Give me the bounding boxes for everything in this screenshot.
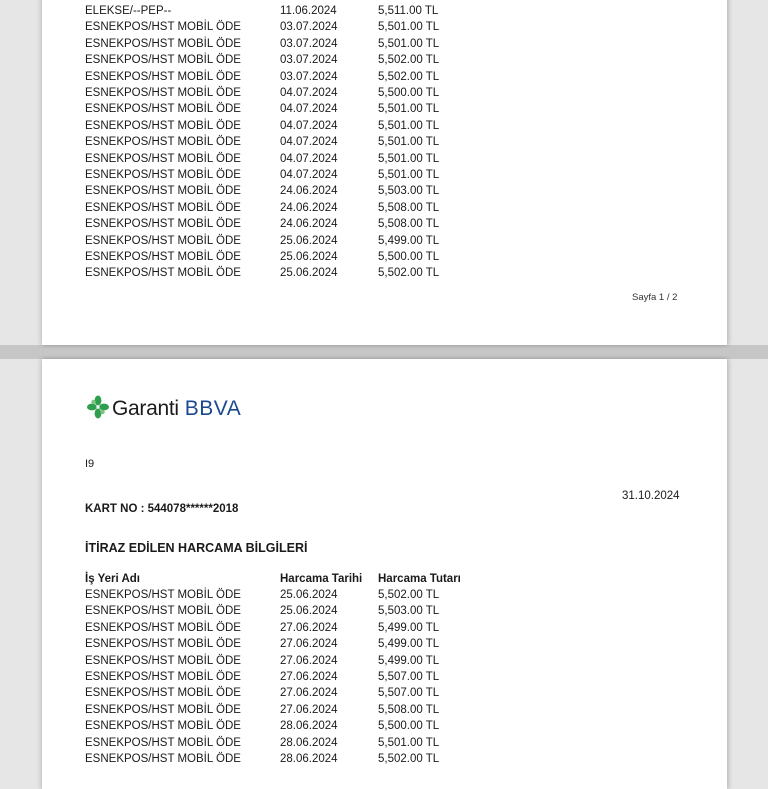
merchant-cell: ELEKSE/--PEP-- — [85, 5, 172, 17]
amount-cell: 5,503.00 TL — [378, 605, 440, 618]
amount-cell: 5,511.00 TL — [378, 5, 439, 17]
merchant-cell: ESNEKPOS/HST MOBİL ÖDE — [85, 152, 241, 165]
merchant-cell: ESNEKPOS/HST MOBİL ÖDE — [85, 54, 241, 67]
date-cell: 27.06.2024 — [280, 671, 338, 683]
merchant-cell: ESNEKPOS/HST MOBİL ÖDE — [85, 70, 241, 83]
merchant-cell: ESNEKPOS/HST MOBİL ÖDE — [85, 234, 241, 247]
amount-cell: 5,501.00 TL — [378, 169, 440, 181]
merchant-cell: ESNEKPOS/HST MOBİL ÖDE — [85, 703, 241, 716]
amount-cell: 5,501.00 TL — [378, 736, 440, 749]
section-title: İTİRAZ EDİLEN HARCAMA BİLGİLERİ — [85, 541, 308, 555]
amount-cell: 5,502.00 TL — [378, 589, 440, 601]
date-cell: 24.06.2024 — [280, 201, 338, 214]
amount-cell: 5,508.00 TL — [378, 703, 440, 716]
date-cell: 27.06.2024 — [280, 654, 338, 667]
document-page-2[interactable] — [42, 359, 727, 789]
amount-cell: 5,499.00 TL — [378, 638, 440, 651]
merchant-cell: ESNEKPOS/HST MOBİL ÖDE — [85, 605, 241, 618]
merchant-cell: ESNEKPOS/HST MOBİL ÖDE — [85, 103, 241, 116]
date-cell: 03.07.2024 — [280, 37, 338, 50]
amount-cell: 5,500.00 TL — [378, 251, 440, 263]
date-cell: 27.06.2024 — [280, 703, 338, 716]
amount-cell: 5,501.00 TL — [378, 152, 440, 165]
amount-cell: 5,501.00 TL — [378, 37, 440, 50]
merchant-cell: ESNEKPOS/HST MOBİL ÖDE — [85, 753, 241, 765]
merchant-cell: ESNEKPOS/HST MOBİL ÖDE — [85, 251, 241, 263]
amount-cell: 5,501.00 TL — [378, 103, 440, 116]
date-cell: 03.07.2024 — [280, 54, 338, 67]
page-separator — [0, 345, 768, 359]
merchant-cell: ESNEKPOS/HST MOBİL ÖDE — [85, 736, 241, 749]
merchant-cell: ESNEKPOS/HST MOBİL ÖDE — [85, 218, 241, 231]
document-date: 31.10.2024 — [622, 490, 680, 502]
amount-cell: 5,502.00 TL — [378, 753, 440, 765]
merchant-cell: ESNEKPOS/HST MOBİL ÖDE — [85, 654, 241, 667]
date-cell: 27.06.2024 — [280, 621, 338, 634]
date-cell: 24.06.2024 — [280, 185, 338, 198]
merchant-cell: ESNEKPOS/HST MOBİL ÖDE — [85, 638, 241, 651]
merchant-cell: ESNEKPOS/HST MOBİL ÖDE — [85, 720, 241, 733]
date-cell: 28.06.2024 — [280, 736, 338, 749]
merchant-cell: ESNEKPOS/HST MOBİL ÖDE — [85, 169, 241, 181]
merchant-cell: ESNEKPOS/HST MOBİL ÖDE — [85, 621, 241, 634]
merchant-cell: ESNEKPOS/HST MOBİL ÖDE — [85, 185, 241, 198]
amount-cell: 5,502.00 TL — [378, 267, 440, 280]
date-cell: 24.06.2024 — [280, 218, 338, 231]
date-cell: 04.07.2024 — [280, 87, 338, 99]
date-cell: 25.06.2024 — [280, 605, 338, 618]
logo-suffix: BBVA — [184, 397, 242, 420]
bank-logo — [87, 394, 241, 424]
date-cell: 25.06.2024 — [280, 589, 338, 601]
card-number: KART NO : 544078******2018 — [85, 503, 239, 515]
merchant-cell: ESNEKPOS/HST MOBİL ÖDE — [85, 119, 241, 132]
amount-cell: 5,500.00 TL — [378, 720, 440, 733]
date-cell: 25.06.2024 — [280, 234, 338, 247]
date-cell: 04.07.2024 — [280, 152, 338, 165]
reference-code: I9 — [85, 458, 95, 470]
amount-cell: 5,499.00 TL — [378, 654, 440, 667]
merchant-cell: ESNEKPOS/HST MOBİL ÖDE — [85, 37, 241, 50]
amount-cell: 5,499.00 TL — [378, 621, 440, 634]
date-cell: 27.06.2024 — [280, 687, 338, 700]
amount-cell: 5,508.00 TL — [378, 201, 440, 214]
amount-cell: 5,501.00 TL — [378, 21, 440, 34]
clover-icon — [87, 395, 109, 424]
merchant-cell: ESNEKPOS/HST MOBİL ÖDE — [85, 21, 241, 34]
date-cell: 03.07.2024 — [280, 21, 338, 34]
date-cell: 04.07.2024 — [280, 103, 338, 116]
amount-cell: 5,500.00 TL — [378, 87, 440, 99]
merchant-cell: ESNEKPOS/HST MOBİL ÖDE — [85, 136, 241, 149]
date-cell: 27.06.2024 — [280, 638, 338, 651]
merchant-cell: ESNEKPOS/HST MOBİL ÖDE — [85, 589, 241, 601]
column-header-merchant: İş Yeri Adı — [85, 573, 140, 585]
date-cell: 28.06.2024 — [280, 720, 338, 733]
merchant-cell: ESNEKPOS/HST MOBİL ÖDE — [85, 201, 241, 214]
date-cell: 25.06.2024 — [280, 267, 338, 280]
date-cell: 28.06.2024 — [280, 753, 338, 765]
amount-cell: 5,503.00 TL — [378, 185, 440, 198]
page-number: Sayfa 1 / 2 — [632, 292, 678, 303]
amount-cell: 5,502.00 TL — [378, 70, 440, 83]
column-header-date: Harcama Tarihi — [280, 573, 363, 585]
merchant-cell: ESNEKPOS/HST MOBİL ÖDE — [85, 87, 241, 99]
column-header-amount: Harcama Tutarı — [378, 573, 461, 585]
amount-cell: 5,501.00 TL — [378, 136, 440, 149]
amount-cell: 5,507.00 TL — [378, 687, 440, 700]
amount-cell: 5,499.00 TL — [378, 234, 440, 247]
document-page-1[interactable] — [42, 0, 727, 345]
merchant-cell: ESNEKPOS/HST MOBİL ÖDE — [85, 671, 241, 683]
merchant-cell: ESNEKPOS/HST MOBİL ÖDE — [85, 267, 241, 280]
amount-cell: 5,501.00 TL — [378, 119, 440, 132]
amount-cell: 5,502.00 TL — [378, 54, 440, 67]
date-cell: 04.07.2024 — [280, 119, 338, 132]
amount-cell: 5,508.00 TL — [378, 218, 440, 231]
amount-cell: 5,507.00 TL — [378, 671, 440, 683]
date-cell: 03.07.2024 — [280, 70, 338, 83]
date-cell: 04.07.2024 — [280, 136, 338, 149]
date-cell: 04.07.2024 — [280, 169, 338, 181]
date-cell: 11.06.2024 — [280, 5, 337, 17]
merchant-cell: ESNEKPOS/HST MOBİL ÖDE — [85, 687, 241, 700]
logo-name: Garanti — [112, 397, 179, 420]
date-cell: 25.06.2024 — [280, 251, 338, 263]
